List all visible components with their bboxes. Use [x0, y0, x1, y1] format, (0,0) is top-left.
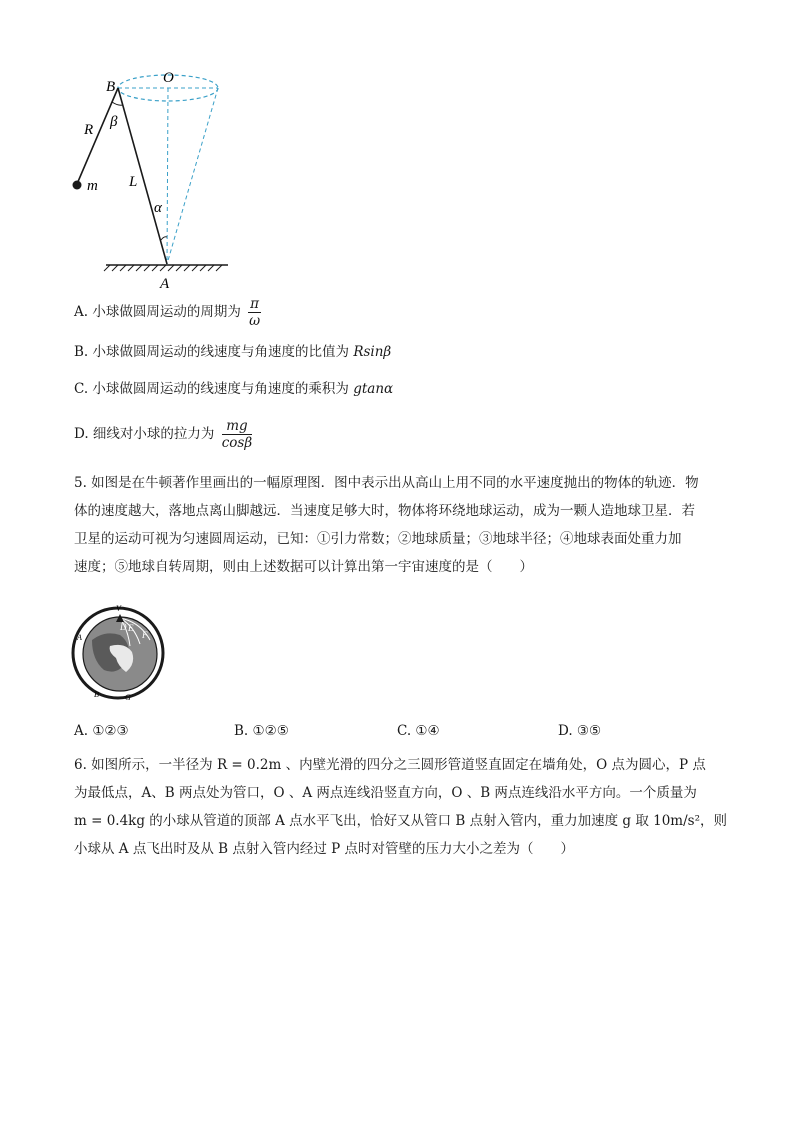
- q5-line: 5. 如图是在牛顿著作里画出的一幅原理图．图中表示出从高山上用不同的水平速度抛出的物体的轨迹．物: [74, 475, 699, 491]
- label-E: E: [128, 623, 134, 633]
- label-O: O: [163, 70, 174, 86]
- ball-m: [73, 181, 82, 190]
- label-L: L: [129, 174, 138, 190]
- q6-stem: [74, 751, 727, 863]
- q4-option-a-label: A. 小球做圆周运动的周期为: [74, 304, 241, 320]
- q6-line: 小球从 A 点飞出时及从 B 点射入管内经过 P 点时对管壁的压力大小之差为（ ）: [74, 841, 574, 857]
- newton-cannonball-figure: [70, 600, 170, 704]
- q5-option-c[interactable]: C. ①④: [397, 723, 440, 739]
- q4-option-a-fraction: [248, 296, 261, 329]
- cone-axis-line: [167, 88, 168, 264]
- q4-option-c: [74, 379, 393, 399]
- cone-right-edge: [167, 88, 218, 264]
- label-m: m: [87, 178, 98, 194]
- q6-line: 6. 如图所示，一半径为 R = 0.2m 、内壁光滑的四分之三圆形管道竖直固定在墙角处，O 点为圆心，P 点: [74, 757, 706, 773]
- q5-option-a[interactable]: A. ①②③: [74, 723, 129, 739]
- q4-option-b-expr: Rsinβ: [353, 344, 392, 360]
- q5-line: 速度；⑤地球自转周期，则由上述数据可以计算出第一宇宙速度的是（ ）: [74, 559, 533, 575]
- q5-line: 卫星的运动可视为匀速圆周运动，已知：①引力常数；②地球质量；③地球半径；④地球表面处重力加: [74, 531, 682, 547]
- rod-L: [118, 88, 167, 264]
- q4-option-a-num: π: [250, 296, 260, 312]
- q4-option-a-den: ω: [249, 313, 261, 329]
- q4-option-d-label: D. 细线对小球的拉力为: [74, 426, 215, 442]
- label-V: V: [116, 604, 121, 613]
- q4-option-d-fraction: [222, 418, 252, 451]
- q5-stem: [74, 469, 724, 581]
- label-B: B: [94, 690, 99, 699]
- q5-option-b[interactable]: B. ①②⑤: [234, 723, 289, 739]
- q4-option-d-num: mg: [222, 418, 252, 435]
- q4-option-d: [74, 418, 252, 451]
- q4-option-b-label: B. 小球做圆周运动的线速度与角速度的比值为: [74, 344, 350, 360]
- q4-option-c-expr: gtanα: [353, 381, 394, 397]
- label-G: G: [125, 693, 131, 702]
- q4-option-b: [74, 342, 391, 362]
- q5-option-d[interactable]: D. ③⑤: [558, 723, 602, 739]
- q4-option-a: [74, 296, 261, 329]
- q5-line: 体的速度越大，落地点离山脚越远．当速度足够大时，物体将环绕地球运动，成为一颗人造地球卫星．若: [74, 503, 695, 519]
- label-R: R: [84, 122, 94, 138]
- ground-hatch: [104, 265, 222, 271]
- label-beta: β: [110, 114, 118, 130]
- label-A: A: [160, 276, 170, 292]
- conical-pendulum-figure: [66, 62, 236, 292]
- label-A: A: [77, 633, 82, 642]
- label-F: F: [142, 630, 148, 640]
- label-alpha: α: [154, 200, 162, 216]
- alpha-arc: [161, 237, 167, 240]
- label-D: D: [120, 622, 127, 632]
- label-B: B: [106, 79, 116, 95]
- q6-line: 为最低点，A、B 两点处为管口，O 、A 两点连线沿竖直方向，O 、B 两点连线沿水平方向。一个质量为: [74, 785, 697, 801]
- q4-option-c-label: C. 小球做圆周运动的线速度与角速度的乘积为: [74, 381, 349, 397]
- q6-line: m = 0.4kg 的小球从管道的顶部 A 点水平飞出，恰好又从管口 B 点射入管内，重力加速度 g 取 10m/s²，则: [74, 813, 727, 829]
- q4-option-d-den: cosβ: [221, 435, 253, 451]
